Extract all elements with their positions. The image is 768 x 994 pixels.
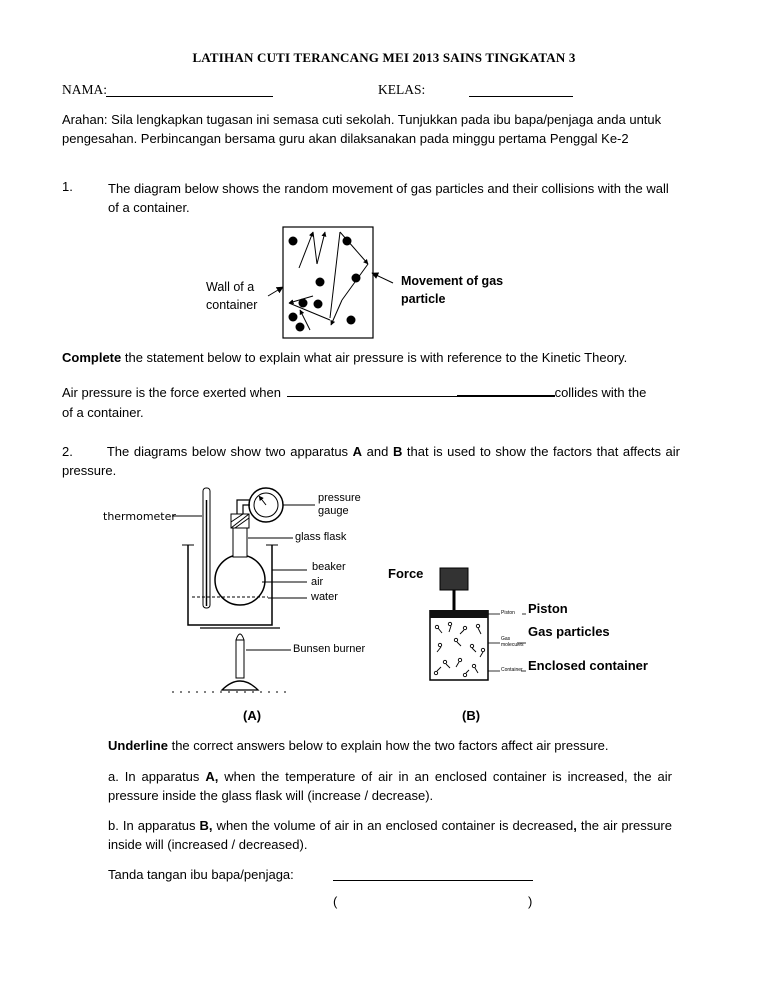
caption-a: (A) <box>243 708 262 723</box>
class-label: KELAS: <box>378 82 426 97</box>
fill-end: collides with the <box>554 385 647 400</box>
underline-word: Underline <box>108 738 168 753</box>
qa-post: when the temperature of air in an enclosed container is increased, the air pressure inside the glass flask will (increase / decrease). <box>108 769 672 803</box>
complete-rest: the statement below to explain what air pressure is with reference to the Kinetic Theory. <box>121 350 628 365</box>
wall-label-1: Wall of a <box>206 280 255 294</box>
label-enclosed: Enclosed container <box>528 658 648 673</box>
signature-label: Tanda tangan ibu bapa/penjaga: <box>108 867 294 882</box>
container-wall <box>283 227 373 338</box>
qb-pre: b. In apparatus <box>108 818 200 833</box>
wall-label-2: container <box>206 298 258 312</box>
caption-b: (B) <box>462 708 481 723</box>
tiny-piston: Piston <box>501 610 515 616</box>
qb-mid: when the volume of air in an enclosed container is decreased <box>212 818 574 833</box>
fill-start: Air pressure is the force exerted when <box>62 385 281 400</box>
signature-field[interactable] <box>333 866 533 881</box>
q2-b-bold: B <box>392 444 403 459</box>
underline-rest: the correct answers below to explain how the two factors affect air pressure. <box>167 738 609 753</box>
qb-bold: B, <box>199 818 213 833</box>
label-glass-flask: glass flask <box>295 531 347 543</box>
class-field[interactable] <box>469 84 573 97</box>
name-label: NAMA: <box>62 82 108 97</box>
page-title: LATIHAN CUTI TERANCANG MEI 2013 SAINS TINGKATAN 3 <box>192 50 576 65</box>
q2-a-bold: A <box>352 444 363 459</box>
q2-text-a: The diagrams below show two apparatus <box>106 444 353 459</box>
answer-blank-1[interactable] <box>287 383 457 397</box>
label-thermometer: thermometer <box>103 510 176 523</box>
label-pressure-1: pressure <box>318 492 361 504</box>
complete-word: Complete <box>62 350 122 365</box>
q1-fill-line <box>62 382 646 400</box>
question-b <box>108 816 672 854</box>
underline-instruction <box>108 738 609 753</box>
label-beaker: beaker <box>312 561 346 573</box>
q2-text-b: that is used to show the factors that affects air pressure. <box>62 444 681 478</box>
label-water: water <box>311 591 338 603</box>
movement-label-1: Movement of gas <box>401 274 504 288</box>
label-force: Force <box>388 566 424 581</box>
label-pressure-2: gauge <box>318 505 349 517</box>
label-air: air <box>311 576 324 588</box>
qa-bold: A, <box>205 769 219 784</box>
q2-number: 2. <box>62 444 73 459</box>
qb-post: the air pressure inside will (increased / decreased). <box>108 818 672 852</box>
answer-blank-2[interactable] <box>457 382 555 397</box>
paren-close: ) <box>528 894 533 909</box>
tiny-gas-2: molecules <box>501 642 524 648</box>
q1-complete <box>62 350 627 365</box>
question-a <box>108 767 672 805</box>
name-field[interactable] <box>106 84 273 97</box>
tiny-container: Container <box>501 667 523 673</box>
label-piston: Piston <box>528 601 568 616</box>
qa-pre: a. In apparatus <box>108 769 206 784</box>
instructions <box>62 110 680 148</box>
q1-text: The diagram below shows the random movement of gas particles and their collisions with the wall of a container. <box>108 181 669 215</box>
movement-label-2: particle <box>401 292 446 306</box>
q2-text <box>62 442 680 480</box>
qb-comma: , <box>573 818 577 833</box>
tiny-gas-1: Gas <box>501 636 511 642</box>
instructions-text: Arahan: Sila lengkapkan tugasan ini semasa cuti sekolah. Tunjukkan pada ibu bapa/penjaga anda untuk pengesahan. Perbincangan bersama guru akan dilaksanakan pada minggu pertama Penggal Ke-2 <box>62 112 662 146</box>
paren-open: ( <box>333 894 338 909</box>
label-gas-particles: Gas particles <box>528 624 610 639</box>
label-bunsen: Bunsen burner <box>293 643 366 655</box>
q2-and: and <box>362 444 393 459</box>
fill-line-2: of a container. <box>62 405 144 420</box>
q1-number: 1. <box>62 179 73 194</box>
